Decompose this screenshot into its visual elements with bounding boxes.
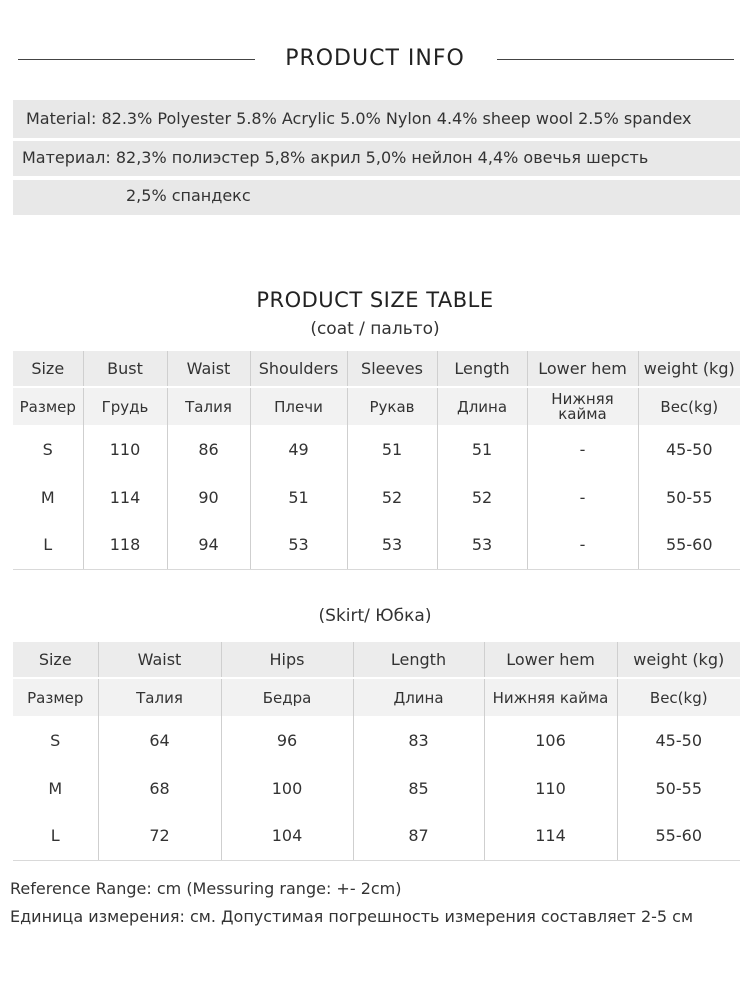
table-row xyxy=(13,716,740,764)
lower-hem-cell: - xyxy=(527,473,638,521)
size-cell: L xyxy=(13,521,83,569)
skirt-header-cell: Lower hem xyxy=(484,642,617,678)
coat-size-table xyxy=(13,351,740,570)
bust-cell: 118 xyxy=(83,521,167,569)
size-table-title: PRODUCT SIZE TABLE xyxy=(256,288,494,312)
size-cell: S xyxy=(50,730,61,750)
weight-cell: 45-50 xyxy=(638,425,740,473)
lower-hem-cell: 114 xyxy=(484,812,617,860)
sleeves-cell: 51 xyxy=(347,425,437,473)
lower-hem-cell: 106 xyxy=(484,716,617,764)
coat-header-cell: Length xyxy=(437,351,527,387)
skirt-header-cell: Size xyxy=(13,642,98,678)
shoulders-cell: 49 xyxy=(250,425,347,473)
skirt-header-cell-ru: Бедра xyxy=(221,678,353,716)
skirt-header-cell: weight (kg) xyxy=(617,642,740,678)
weight-cell: 55-60 xyxy=(617,812,740,860)
coat-header-cell: Bust xyxy=(83,351,167,387)
product-info-title: PRODUCT INFO xyxy=(285,46,465,71)
product-info-header xyxy=(0,44,750,76)
coat-header-cell-ru: Вес(kg) xyxy=(638,387,740,425)
length-cell: 83 xyxy=(353,716,484,764)
skirt-header-cell-ru: Размер xyxy=(13,678,98,716)
size-cell: S xyxy=(42,439,53,459)
length-cell: 85 xyxy=(353,764,484,812)
table-row xyxy=(13,812,740,860)
shoulders-cell: 53 xyxy=(250,521,347,569)
shoulders-cell: 51 xyxy=(250,473,347,521)
reference-range-note: Reference Range: cm (Messuring range: +- 2cm) xyxy=(10,879,402,898)
waist-cell: 86 xyxy=(167,425,250,473)
skirt-header-cell: Waist xyxy=(98,642,221,678)
skirt-header-cell: Hips xyxy=(221,642,353,678)
skirt-header-row-ru xyxy=(13,678,740,716)
coat-header-cell: Sleeves xyxy=(347,351,437,387)
lower-hem-cell: - xyxy=(527,425,638,473)
size-cell: M xyxy=(48,778,63,798)
material-russian xyxy=(13,141,740,215)
coat-header-row-ru xyxy=(13,387,740,425)
length-cell: 87 xyxy=(353,812,484,860)
lower-hem-cell: - xyxy=(527,521,638,569)
skirt-header-cell-ru: Нижняя кайма xyxy=(484,678,617,716)
waist-cell: 94 xyxy=(167,521,250,569)
table-row xyxy=(13,425,740,473)
bust-cell: 114 xyxy=(83,473,167,521)
measurement-unit-note: Единица измерения: см. Допустимая погрешность измерения составляет 2-5 см xyxy=(10,907,694,926)
coat-header-cell: Waist xyxy=(167,351,250,387)
material-russian-line2: 2,5% спандекс xyxy=(126,186,251,205)
skirt-header-cell: Length xyxy=(353,642,484,678)
coat-header-cell-ru: Грудь xyxy=(83,387,167,425)
table-row xyxy=(13,521,740,569)
coat-header-cell: weight (kg) xyxy=(638,351,740,387)
coat-header-row-en xyxy=(13,351,740,387)
length-cell: 53 xyxy=(437,521,527,569)
skirt-size-table xyxy=(13,642,740,861)
coat-header-cell-ru: Рукав xyxy=(347,387,437,425)
material-english: Material: 82.3% Polyester 5.8% Acrylic 5.0% Nylon 4.4% sheep wool 2.5% spandex xyxy=(13,100,740,138)
skirt-header-cell-ru: Талия xyxy=(98,678,221,716)
skirt-header-row-en xyxy=(13,642,740,678)
length-cell: 51 xyxy=(437,425,527,473)
coat-header-cell-ru: Плечи xyxy=(250,387,347,425)
coat-header-cell: Lower hem xyxy=(527,351,638,387)
coat-header-cell-ru: Талия xyxy=(167,387,250,425)
waist-cell: 64 xyxy=(98,716,221,764)
weight-cell: 55-60 xyxy=(638,521,740,569)
hips-cell: 96 xyxy=(221,716,353,764)
coat-header-cell-ru: Нижняя кайма xyxy=(527,387,638,425)
skirt-header-cell-ru: Вес(kg) xyxy=(617,678,740,716)
weight-cell: 50-55 xyxy=(638,473,740,521)
table-row xyxy=(13,473,740,521)
weight-cell: 50-55 xyxy=(617,764,740,812)
coat-header-cell-ru: Длина xyxy=(437,387,527,425)
skirt-header-cell-ru: Длина xyxy=(353,678,484,716)
skirt-subtitle: (Skirt/ Юбка) xyxy=(318,606,432,626)
lower-hem-cell: 110 xyxy=(484,764,617,812)
weight-cell: 45-50 xyxy=(617,716,740,764)
sleeves-cell: 52 xyxy=(347,473,437,521)
size-cell: L xyxy=(13,812,98,860)
material-row-gap xyxy=(13,176,740,180)
header-divider-right xyxy=(497,59,734,60)
hips-cell: 104 xyxy=(221,812,353,860)
waist-cell: 72 xyxy=(98,812,221,860)
coat-header-cell: Shoulders xyxy=(250,351,347,387)
waist-cell: 90 xyxy=(167,473,250,521)
size-cell: M xyxy=(40,487,55,507)
coat-header-cell: Size xyxy=(13,351,83,387)
table-row xyxy=(13,764,740,812)
length-cell: 52 xyxy=(437,473,527,521)
sleeves-cell: 53 xyxy=(347,521,437,569)
bust-cell: 110 xyxy=(83,425,167,473)
coat-header-cell-ru: Размер xyxy=(13,387,83,425)
waist-cell: 68 xyxy=(98,764,221,812)
material-russian-line1: Материал: 82,3% полиэстер 5,8% акрил 5,0% нейлон 4,4% овечья шерсть xyxy=(22,148,649,167)
hips-cell: 100 xyxy=(221,764,353,812)
coat-subtitle: (coat / пальто) xyxy=(310,319,440,339)
